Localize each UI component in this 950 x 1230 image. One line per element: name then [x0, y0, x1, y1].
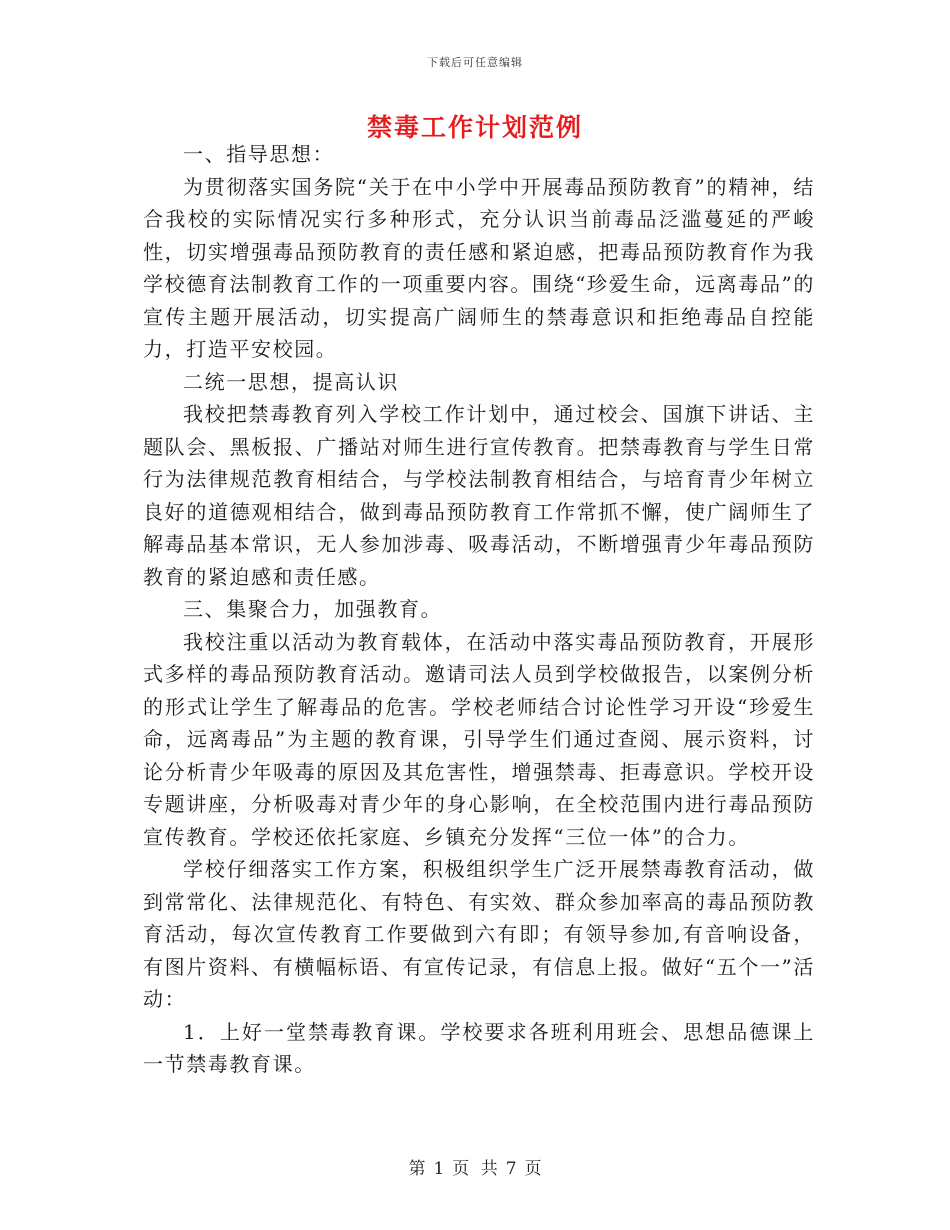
paragraph-implementation: 学校仔细落实工作方案，积极组织学生广泛开展禁毒教育活动，做到常常化、法律规范化、有特色、有实效、群众参加率高的毒品预防教育活动，每次宣传教育工作要做到六有即；有领导参加,有音响设备，有图片资料、有横幅标语、有宣传记录，有信息上报。做好“五个一”活动： [143, 857, 815, 1011]
header-note: 下载后可任意编辑 [427, 56, 523, 69]
document-body [143, 138, 815, 1081]
heading-guiding-thought: 一、指导思想： [183, 142, 335, 166]
footer-suffix: 页 [524, 1159, 542, 1179]
paragraph-item-1: 1．上好一堂禁毒教育课。学校要求各班利用班会、思想品德课上一节禁毒教育课。 [143, 1019, 815, 1076]
heading-strengthen-education: 三、集聚合力，加强教育。 [183, 597, 443, 621]
footer-total-pages: 7 [505, 1159, 517, 1179]
document-title: 禁毒工作计划范例 [366, 113, 583, 142]
footer-prefix: 第 [408, 1159, 426, 1179]
page-footer [0, 1154, 950, 1179]
paragraph-activities: 我校注重以活动为教育载体，在活动中落实毒品预防教育，开展形式多样的毒品预防教育活动。邀请司法人员到学校做报告，以案例分析的形式让学生了解毒品的危害。学校老师结合讨论性学习开设“珍爱生命，远离毒品”为主题的教育课，引导学生们通过查阅、展示资料，讨论分析青少年吸毒的原因及其危害性，增强禁毒、拒毒意识。学校开设专题讲座，分析吸毒对青少年的身心影响，在全校范围内进行毒品预防宣传教育。学校还依托家庭、乡镇充分发挥“三位一体”的合力。 [143, 629, 815, 849]
paragraph-guiding-thought: 为贯彻落实国务院“关于在中小学中开展毒品预防教育”的精神，结合我校的实际情况实行多种形式，充分认识当前毒品泛滥蔓延的严峻性，切实增强毒品预防教育的责任感和紧迫感，把毒品预防教育作为我学校德育法制教育工作的一项重要内容。围绕“珍爱生命，远离毒品”的宣传主题开展活动，切实提高广阔师生的禁毒意识和拒绝毒品自控能力，打造平安校园。 [143, 174, 815, 361]
heading-unify-thinking: 二统一思想，提高认识 [183, 369, 399, 394]
paragraph-unify-thinking: 我校把禁毒教育列入学校工作计划中，通过校会、国旗下讲话、主题队会、黑板报、广播站对师生进行宣传教育。把禁毒教育与学生日常行为法律规范教育相结合，与学校法制教育相结合，与培育青少年树立良好的道德观相结合，做到毒品预防教育工作常抓不懈，使广阔师生了解毒品基本常识，无人参加涉毒、吸毒活动，不断增强青少年毒品预防教育的紧迫感和责任感。 [143, 402, 815, 589]
footer-middle: 页 共 [452, 1159, 498, 1179]
footer-page-number: 1 [433, 1159, 445, 1179]
